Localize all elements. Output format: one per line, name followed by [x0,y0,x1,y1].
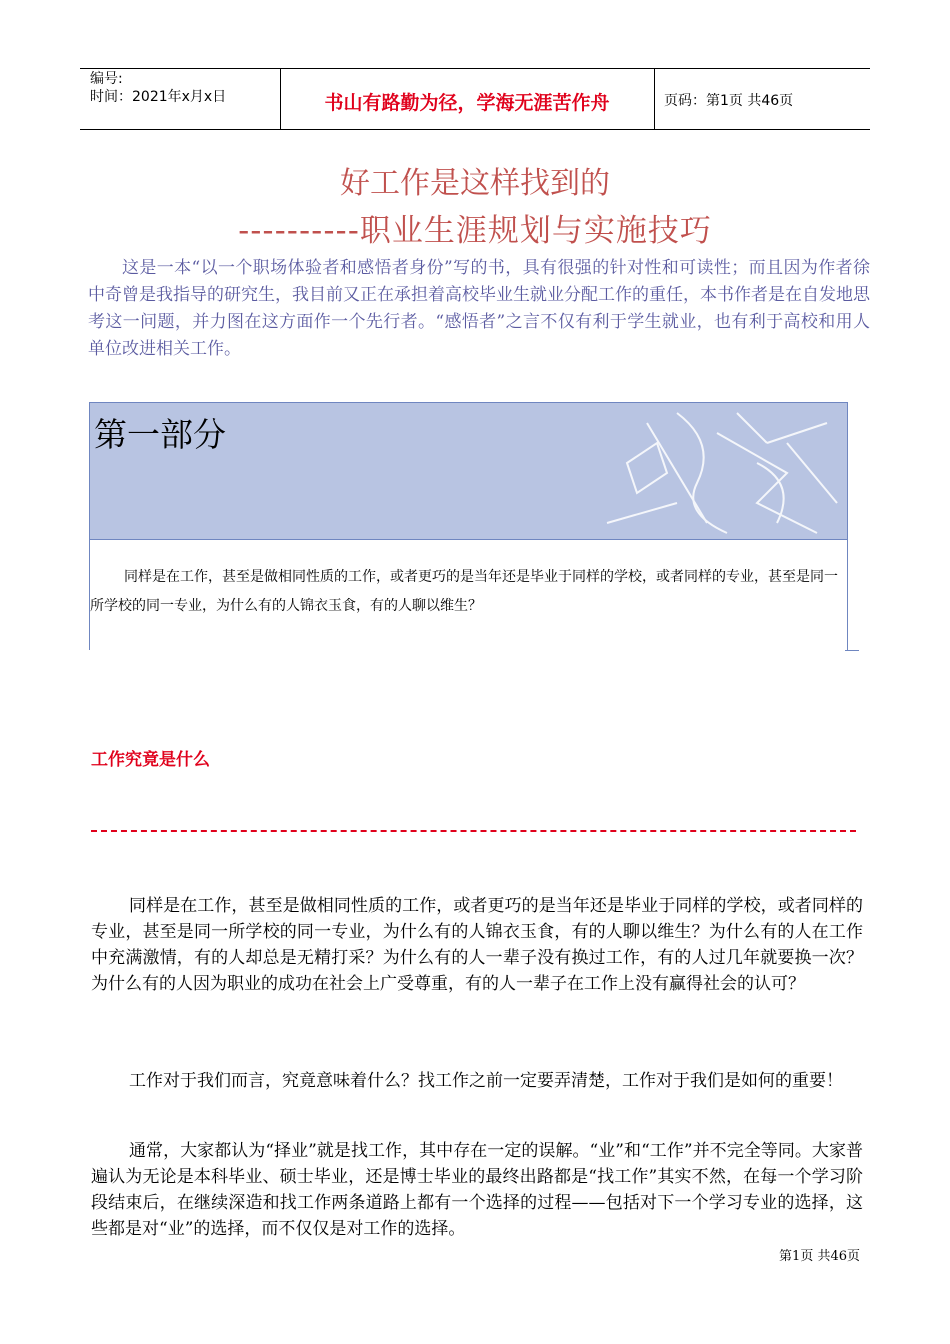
document-title: 好工作是这样找到的 [340,166,610,201]
part-banner [89,402,848,540]
document-subtitle: ----------职业生涯规划与实施技巧 [238,213,712,249]
body-paragraph: 工作对于我们而言，究竟意味着什么？找工作之前一定要弄清楚，工作对于我们是如何的重要！ [129,1071,843,1091]
section-heading: 工作究竟是什么 [91,750,210,770]
section-dashed-rule [91,830,856,832]
header-bottom-rule [80,129,870,130]
frame-corner-mark [845,650,859,651]
body-paragraph: 通常，大家都认为“择业”就是找工作，其中存在一定的误解。“业”和“工作”并不完全等同。大家普遍认为无论是本科毕业、硕士毕业，还是博士毕业的最终出路都是“找工作”其实不然，在每一个学习阶段结束后，在继续深造和找工作两条道路上都有一个选择的过程——包括对下一个学习专业的选择，这些都是对“业”的选择，而不仅仅是对工作的选择。 [91,1141,863,1239]
header-page-label: 页码：第1页 共46页 [664,93,794,109]
header-meta [90,70,226,106]
page-footer: 第1页 共46页 [779,1249,860,1264]
part-intro-text: 同样是在工作，甚至是做相同性质的工作，或者更巧的是当年还是毕业于同样的学校，或者同样的专业，甚至是同一所学校的同一专业，为什么有的人锦衣玉食，有的人聊以维生？ [90,569,838,614]
header-divider [280,68,281,130]
body-paragraph: 同样是在工作，甚至是做相同性质的工作，或者更巧的是当年还是毕业于同样的学校，或者同样的专业，甚至是同一所学校的同一专业，为什么有的人锦衣玉食，有的人聊以维生？为什么有的人在工作中充满激情，有的人却总是无精打采？为什么有的人一辈子没有换过工作，有的人过几年就要换一次？为什么有的人因为职业的成功在社会上广受尊重，有的人一辈子在工作上没有赢得社会的认可？ [91,896,863,994]
part-title: 第一部分 [94,415,226,454]
header-top-rule [80,68,870,69]
calligraphy-watermark [587,403,847,539]
doc-number-label: 编号: [90,71,123,87]
header-motto: 书山有路勤为径，学海无涯苦作舟 [324,92,610,114]
intro-paragraph: 这是一本“以一个职场体验者和感悟者身份”写的书，具有很强的针对性和可读性；而且因为作者徐中奇曾是我指导的研究生，我目前又正在承担着高校毕业生就业分配工作的重任，本书作者是在自发地思考这一问题，并力图在这方面作一个先行者。“感悟者”之言不仅有利于学生就业，也有利于高校和用人单位改进相关工作。 [88,258,870,359]
doc-date-label: 时间：2021年x月x日 [90,89,227,105]
header-divider [654,68,655,130]
